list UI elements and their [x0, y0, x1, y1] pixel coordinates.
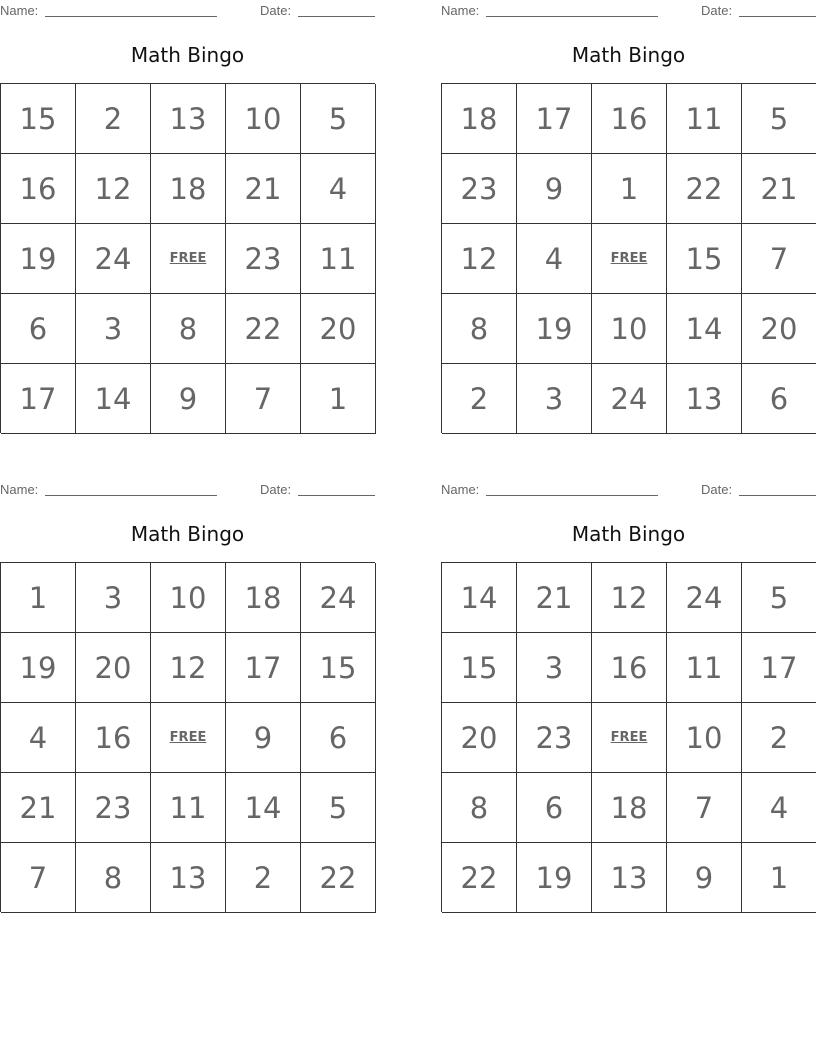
bingo-cell: 14	[667, 294, 742, 364]
bingo-cell: 7	[667, 773, 742, 843]
date-label: Date:	[260, 3, 292, 18]
bingo-cell: 7	[1, 843, 76, 913]
bingo-cell: 2	[742, 703, 816, 773]
bingo-cell: 12	[592, 563, 667, 633]
date-label: Date:	[701, 482, 733, 497]
bingo-cell: 3	[76, 563, 151, 633]
bingo-cell: 19	[517, 294, 592, 364]
bingo-cell: 17	[517, 84, 592, 154]
bingo-cell: 22	[226, 294, 301, 364]
bingo-cell: 24	[592, 364, 667, 434]
bingo-cell: 12	[76, 154, 151, 224]
bingo-cell: 9	[517, 154, 592, 224]
bingo-cell: 5	[742, 84, 816, 154]
bingo-cell: 19	[1, 224, 76, 294]
name-field[interactable]	[45, 482, 217, 496]
bingo-cell: 12	[151, 633, 226, 703]
card-header	[0, 3, 375, 19]
card-title: Math Bingo	[571, 522, 686, 546]
bingo-cell: 20	[76, 633, 151, 703]
bingo-grid	[441, 562, 816, 912]
bingo-cell: 13	[592, 843, 667, 913]
bingo-cell: 5	[742, 563, 816, 633]
bingo-cell: 3	[76, 294, 151, 364]
bingo-cell: 8	[76, 843, 151, 913]
bingo-cell: 15	[301, 633, 376, 703]
bingo-cell: 13	[667, 364, 742, 434]
bingo-cell: 8	[442, 294, 517, 364]
name-label: Name:	[0, 482, 39, 497]
bingo-cell: 4	[1, 703, 76, 773]
card-header	[441, 3, 816, 19]
date-field[interactable]	[739, 482, 816, 496]
bingo-cell: 10	[667, 703, 742, 773]
bingo-cell: 23	[76, 773, 151, 843]
bingo-cell: 6	[742, 364, 816, 434]
bingo-cell: 16	[76, 703, 151, 773]
card-title: Math Bingo	[130, 522, 245, 546]
card-title: Math Bingo	[130, 43, 245, 67]
bingo-cell: 14	[442, 563, 517, 633]
bingo-card-4	[441, 479, 816, 912]
bingo-cell: 18	[592, 773, 667, 843]
bingo-cell: 15	[1, 84, 76, 154]
bingo-cell: 9	[226, 703, 301, 773]
bingo-cell: 20	[742, 294, 816, 364]
bingo-cell: 2	[442, 364, 517, 434]
bingo-cell: 16	[592, 633, 667, 703]
bingo-cell: 23	[517, 703, 592, 773]
bingo-cell: 13	[151, 843, 226, 913]
card-header	[0, 482, 375, 498]
bingo-card-1	[0, 0, 375, 433]
bingo-cell: 21	[226, 154, 301, 224]
bingo-grid	[0, 83, 375, 433]
bingo-cell: 8	[442, 773, 517, 843]
bingo-cell: 6	[517, 773, 592, 843]
bingo-cell: 10	[226, 84, 301, 154]
bingo-cell: 8	[151, 294, 226, 364]
date-field[interactable]	[298, 482, 375, 496]
bingo-cell: 1	[1, 563, 76, 633]
bingo-cell: 1	[592, 154, 667, 224]
bingo-cell: 11	[667, 633, 742, 703]
bingo-cell: 6	[1, 294, 76, 364]
bingo-cell: 3	[517, 364, 592, 434]
bingo-card-2	[441, 0, 816, 433]
bingo-cell: 14	[226, 773, 301, 843]
bingo-cell: 4	[301, 154, 376, 224]
bingo-cell: 10	[151, 563, 226, 633]
bingo-cell: 23	[226, 224, 301, 294]
free-space: FREE	[592, 224, 667, 294]
bingo-cell: 18	[226, 563, 301, 633]
date-field[interactable]	[298, 3, 375, 17]
bingo-cell: 5	[301, 84, 376, 154]
card-header	[441, 482, 816, 498]
bingo-cell: 20	[442, 703, 517, 773]
date-field[interactable]	[739, 3, 816, 17]
bingo-cell: 12	[442, 224, 517, 294]
bingo-cell: 18	[151, 154, 226, 224]
bingo-cell: 11	[667, 84, 742, 154]
bingo-card-3	[0, 479, 375, 912]
bingo-cell: 1	[742, 843, 816, 913]
bingo-cell: 4	[517, 224, 592, 294]
free-space: FREE	[592, 703, 667, 773]
bingo-cell: 7	[226, 364, 301, 434]
bingo-cell: 5	[301, 773, 376, 843]
name-label: Name:	[441, 482, 480, 497]
date-label: Date:	[701, 3, 733, 18]
name-field[interactable]	[486, 3, 658, 17]
bingo-cell: 22	[301, 843, 376, 913]
bingo-cell: 2	[76, 84, 151, 154]
bingo-cell: 24	[301, 563, 376, 633]
bingo-cell: 21	[742, 154, 816, 224]
bingo-cell: 23	[442, 154, 517, 224]
bingo-cell: 22	[667, 154, 742, 224]
bingo-cell: 18	[442, 84, 517, 154]
name-field[interactable]	[45, 3, 217, 17]
name-label: Name:	[0, 3, 39, 18]
bingo-cell: 1	[301, 364, 376, 434]
bingo-cell: 15	[442, 633, 517, 703]
bingo-cell: 3	[517, 633, 592, 703]
bingo-cell: 17	[226, 633, 301, 703]
bingo-cell: 15	[667, 224, 742, 294]
bingo-cell: 10	[592, 294, 667, 364]
bingo-cell: 24	[667, 563, 742, 633]
bingo-cell: 14	[76, 364, 151, 434]
date-label: Date:	[260, 482, 292, 497]
bingo-cell: 7	[742, 224, 816, 294]
bingo-cell: 16	[592, 84, 667, 154]
free-space: FREE	[151, 224, 226, 294]
bingo-cell: 11	[301, 224, 376, 294]
bingo-cell: 16	[1, 154, 76, 224]
bingo-cell: 9	[667, 843, 742, 913]
bingo-cell: 17	[1, 364, 76, 434]
name-field[interactable]	[486, 482, 658, 496]
bingo-cell: 9	[151, 364, 226, 434]
name-label: Name:	[441, 3, 480, 18]
bingo-cell: 6	[301, 703, 376, 773]
bingo-grid	[0, 562, 375, 912]
bingo-grid	[441, 83, 816, 433]
bingo-cell: 20	[301, 294, 376, 364]
bingo-cell: 24	[76, 224, 151, 294]
bingo-cell: 19	[517, 843, 592, 913]
bingo-cell: 21	[1, 773, 76, 843]
bingo-cell: 4	[742, 773, 816, 843]
free-space: FREE	[151, 703, 226, 773]
bingo-cell: 2	[226, 843, 301, 913]
bingo-cell: 21	[517, 563, 592, 633]
card-title: Math Bingo	[571, 43, 686, 67]
bingo-cell: 19	[1, 633, 76, 703]
bingo-cell: 17	[742, 633, 816, 703]
bingo-cell: 13	[151, 84, 226, 154]
bingo-cell: 11	[151, 773, 226, 843]
bingo-cell: 22	[442, 843, 517, 913]
